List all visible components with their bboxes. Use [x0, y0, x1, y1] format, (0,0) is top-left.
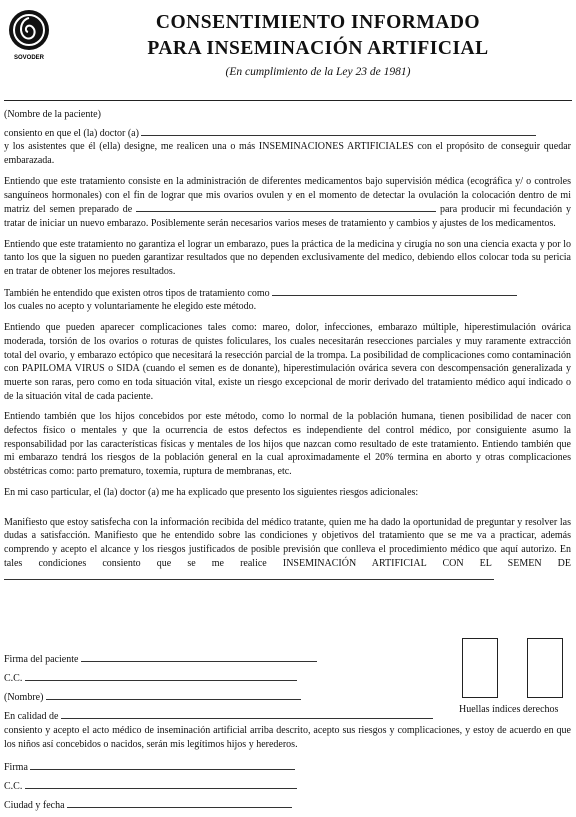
paragraph-alternatives: [4, 286, 571, 314]
organization-logo: [6, 8, 52, 62]
patient-signature-row: [4, 652, 317, 665]
semen-donor-field[interactable]: [4, 570, 494, 580]
signature-label: Firma: [4, 762, 28, 773]
paragraph-satisfaction: [4, 516, 571, 586]
city-date-row: [4, 798, 292, 811]
patient-signature-label: Firma del paciente: [4, 654, 79, 665]
capacity-field[interactable]: [61, 709, 433, 719]
patient-id-row: [4, 671, 297, 684]
paragraph-treatment-text: Entiendo que este tratamiento consiste en la administración de diferentes medicamentos bajo supervisión médica (ecográfica y/ o controles sanguíneos hormonales) con el fin de lograr que mis ovarios ovulen y en el momento de detectar la ovulación la colocación dentro de mi matriz del semen preparado de: [4, 175, 571, 216]
paragraph-complications: Entiendo que pueden aparecer complicaciones tales como: mareo, dolor, infecciones, embarazo múltiple, hiperestimulación ovárica moderada, torsión de los ovarios o roturas de quistes foliculares, los cuales necesitarán resecciones parciales y muy raramente extracción total del ovario, y embarazo ectópico que necesitará la resección parcial de la trompa. La posibilidad de complicaciones como contaminación con PAPILOMA VIRUS o SIDA (cuando el semen es de donante), hiperestimulación ovárica severa con descompensación generalizada y muerte son raras, pero como en toda situación vital, existe un riesgo excepcional de morir derivado del tratamiento médico aquí indicado o de la situación vital de cada paciente.: [4, 322, 571, 402]
paragraph-additional-risks: En mi caso particular, el (la) doctor (a) me ha explicado que presento los siguientes riesgos adicionales:: [4, 486, 419, 498]
alternatives-label: También he entendido que existen otros tipos de tratamiento como: [4, 287, 270, 299]
paragraph-no-guarantee: Entiendo que este tratamiento no garantiza el lograr un embarazo, pues la práctica de la medicina y cirugía no son una ciencia exacta y por lo tanto los que la siguen no pueden garantizar resultados que no dependen exclusivamente del medico, debiendo ellos colocar toda su pericia en tratar de obtener los mejores resultados.: [4, 238, 571, 278]
svg-text:SOVODER: SOVODER: [13, 55, 45, 61]
header-divider: [4, 100, 572, 101]
id-field[interactable]: [25, 779, 297, 789]
patient-signature-field[interactable]: [81, 652, 317, 662]
patient-name-label: (Nombre de la paciente): [4, 109, 101, 120]
signature-field[interactable]: [30, 760, 295, 770]
name-row: [4, 690, 301, 703]
fingerprint-box-2[interactable]: [527, 638, 563, 698]
capacity-label: En calidad de: [4, 711, 59, 722]
name-label: (Nombre): [4, 692, 44, 703]
paragraph-doctor: [4, 126, 571, 168]
capacity-row: [4, 709, 433, 722]
fingerprint-label: Huellas índices derechos: [459, 704, 559, 715]
document-title-line1: CONSENTIMIENTO INFORMADO: [155, 12, 481, 33]
city-date-label: Ciudad y fecha: [4, 800, 65, 811]
doctor-name-field[interactable]: [141, 126, 536, 136]
document-subtitle: (En cumplimiento de la Ley 23 de 1981): [225, 66, 411, 78]
paragraph-children: Entiendo también que los hijos concebidos por este método, como lo normal de la población humana, tienen posibilidad de nacer con defectos físico o mentales y que la ocurrencia de estos defectos es independiente del control médico, por consiguiente asumo la responsabilidad por las características físicas y mentales de los hijos que nazcan como resultado de este tratamiento. Entiendo también que mi embarazo tendrá los riesgos de la población general en la cual aproximadamente el 20% termina en aborto y otras complicaciones obstétricas como: parto prematuro, toxemia, ruptura de membranas, etc.: [4, 411, 571, 478]
patient-id-label: C.C.: [4, 673, 23, 684]
document-title-line2: PARA INSEMINACIÓN ARTIFICIAL: [147, 38, 489, 59]
consent-body: [4, 108, 571, 592]
id-row: [4, 779, 297, 792]
fingerprint-box-1[interactable]: [462, 638, 498, 698]
id-label: C.C.: [4, 781, 23, 792]
consent-acceptance-text: consiento y acepto el acto médico de inseminación artificial arriba descrito, acepto sus riesgos y complicaciones, y estoy de acuerdo en que los niños así concebidos o nacidos, serán mis legítimos hijos y herederos.: [4, 725, 571, 750]
alternatives-field[interactable]: [272, 286, 517, 296]
semen-source-field[interactable]: [136, 202, 436, 212]
city-date-field[interactable]: [67, 798, 292, 808]
name-field[interactable]: [46, 690, 301, 700]
patient-id-field[interactable]: [25, 671, 297, 681]
alternatives-text: los cuales no acepto y voluntariamente he elegido este método.: [4, 301, 257, 313]
satisfaction-text: Manifiesto que estoy satisfecha con la información recibida del médico tratante, quien me ha dado la oportunidad de preguntar y resolver las dudas a satisfacción. Manifiesto que he entendido sobre las condiciones y objetivos del tratamiento que se me va a practicar, además comprendo y acepto el alcance y los riesgos justificados de posible previsión que conlleva el procedimiento médico que aquí autorizo. En tales condiciones consiento que se me realice INSEMINACIÓN ARTIFICIAL CON EL SEMEN DE: [4, 516, 571, 569]
paragraph-treatment: [4, 175, 571, 231]
signature-row: [4, 760, 295, 773]
paragraph-treatment-text-2: para producir mi fecundación y tratar de iniciar un nuevo embarazo. Posiblemente serán necesarios varios meses de tratamiento y cambios y ajustes de los medicamentos.: [4, 204, 571, 229]
doctor-label: consiento en que el (la) doctor (a): [4, 127, 139, 139]
paragraph-doctor-text: y los asistentes que él (ella) designe, me realicen una o más INSEMINACIONES ARTIFICIALES con el propósito de conseguir quedar embarazada.: [4, 141, 571, 167]
